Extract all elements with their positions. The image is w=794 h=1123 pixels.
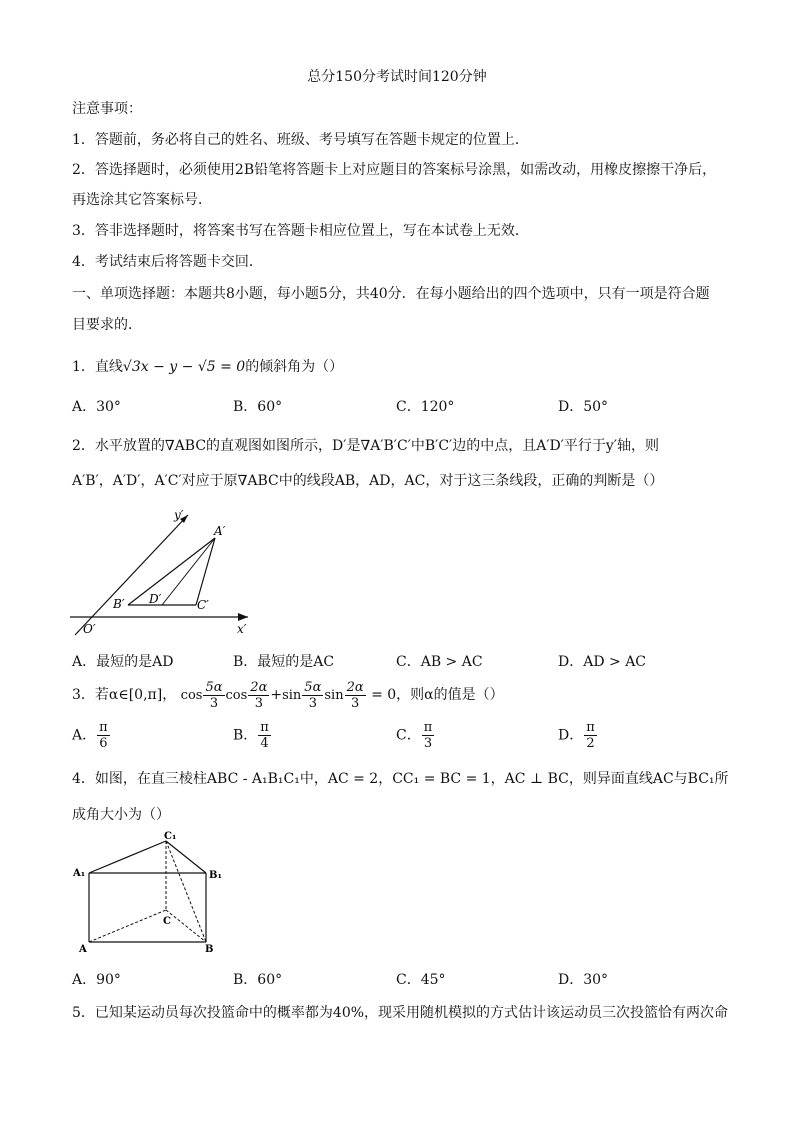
q4-option-c: C．45° (396, 972, 446, 988)
fraction (422, 720, 435, 751)
fraction (97, 720, 110, 751)
option-label: C． (396, 727, 421, 744)
fraction (345, 680, 366, 711)
sin-fn: sin (282, 688, 302, 703)
notice-item: 2．答选择题时，必须使用2B铅笔将答题卡上对应题目的答案标号涂黑，如需改动，用橡皮擦擦干净后， (72, 162, 717, 178)
fraction (258, 720, 271, 751)
fraction-den: 2 (586, 736, 595, 751)
prism-figure (70, 828, 225, 956)
q3-option-c (396, 720, 435, 751)
q2-option-b: B．最短的是AC (233, 654, 335, 670)
fraction-num: π (586, 720, 595, 735)
fraction-num: π (99, 720, 108, 735)
question-5-line1: 5．已知某运动员每次投篮命中的概率都为40%，现采用随机模拟的方式估计该运动员三次投篮恰有两次命 (72, 1005, 729, 1021)
q3-option-d (558, 720, 598, 751)
section-heading-cont: 目要求的． (72, 317, 142, 333)
label-d-prime: D′ (149, 592, 162, 606)
notice-item: 再选涂其它答案标号． (72, 192, 212, 208)
fraction (302, 680, 323, 711)
oblique-projection-figure (70, 505, 260, 640)
q1-option-a: A．30° (72, 399, 121, 415)
label-c1: C₁ (164, 831, 177, 842)
fraction-num: 5α (205, 679, 223, 695)
fraction-num: 2α (250, 679, 268, 695)
question-4-line1: 4．如图，在直三棱柱ABC - A₁B₁C₁中，AC = 2，CC₁ = BC = 1，AC ⊥ BC，则异面直线AC与BC₁所 (72, 771, 729, 787)
label-x-prime: x′ (237, 622, 247, 636)
question-3-prefix: 3．若α∈[0,π]， (72, 687, 177, 703)
cos-fn: cos (180, 688, 203, 703)
label-c: C (163, 916, 171, 927)
notice-item: 1．答题前，务必将自己的姓名、班级、考号填写在答题卡规定的位置上． (72, 132, 529, 148)
diag-c1-b-hidden (166, 841, 206, 942)
sin-fn: sin (324, 688, 344, 703)
segment-ad (162, 538, 215, 605)
q4-option-b: B．60° (233, 972, 283, 988)
x-axis-arrow (238, 613, 248, 621)
question-3 (72, 676, 504, 715)
cos-fn: cos (225, 688, 248, 703)
q3-option-b (233, 720, 272, 751)
edge-a1-c1 (89, 841, 166, 873)
q4-option-d: D．30° (558, 972, 609, 988)
q1-option-d: D．50° (558, 399, 609, 415)
label-a: A (79, 944, 87, 955)
q3-option-a (72, 720, 111, 751)
fraction (203, 680, 224, 711)
q2-option-a: A．最短的是AD (72, 654, 174, 670)
label-y-prime: y′ (174, 508, 184, 522)
fraction-num: 5α (304, 679, 322, 695)
fraction (584, 720, 597, 751)
question-3-suffix: ，则α的值是（） (396, 687, 504, 703)
option-label: B． (233, 727, 258, 744)
notice-item: 4．考试结束后将答题卡交回． (72, 254, 263, 270)
fraction-den: 3 (308, 695, 317, 711)
fraction-den: 3 (209, 695, 219, 711)
label-c-prime: C′ (197, 598, 209, 612)
label-b: B (205, 944, 214, 955)
fraction-num: π (260, 720, 269, 735)
segment-ac (196, 538, 215, 605)
segment-ab (128, 538, 215, 605)
section-heading: 一、单项选择题：本题共8小题，每小题5分，共40分．在每小题给出的四个选项中，只有一项是符合题 (72, 286, 710, 302)
option-label: A． (72, 727, 97, 744)
question-1-suffix: 的倾斜角为（） (245, 359, 344, 375)
fraction-num: π (423, 720, 433, 735)
label-a-prime: A′ (214, 524, 226, 538)
q2-option-d: D．AD > AC (558, 654, 647, 670)
question-2-line2: A′B′，A′D′，A′C′对应于原∇ABC中的线段AB，AD，AC，对于这三条线段，正确的判断是（） (72, 473, 664, 489)
option-label: D． (558, 727, 584, 744)
label-a1: A₁ (73, 868, 86, 879)
fraction-den: 3 (254, 695, 263, 711)
fraction-den: 3 (423, 736, 433, 751)
question-4-line2: 成角大小为（） (72, 807, 170, 823)
question-1-equation: √3x − y − √5 = 0 (122, 359, 246, 375)
notice-item: 3．答非选择题时，将答案书写在答题卡相应位置上，写在本试卷上无效． (72, 223, 529, 239)
q1-option-b: B．60° (233, 399, 283, 415)
q2-option-c: C．AB > AC (396, 654, 483, 670)
notice-heading: 注意事项： (72, 101, 142, 117)
q1-option-c: C．120° (396, 399, 455, 415)
plus-sign: + (270, 687, 283, 703)
fraction-num: 2α (346, 679, 364, 695)
question-1 (72, 358, 343, 376)
label-b-prime: B′ (113, 597, 125, 611)
fraction (248, 680, 269, 711)
page-title: 总分150分考试时间120分钟 (307, 69, 487, 85)
label-o-prime: O′ (83, 622, 96, 636)
fraction-den: 6 (99, 736, 108, 751)
fraction-den: 4 (260, 736, 269, 751)
equals-zero: = 0 (371, 687, 397, 703)
q4-option-a: A．90° (72, 972, 121, 988)
question-2-line1: 2．水平放置的∇ABC的直观图如图所示，D′是∇A′B′C′中B′C′边的中点，且A′D′平行于y′轴，则 (72, 438, 660, 454)
question-1-prefix: 1．直线 (72, 359, 123, 375)
edge-a-c-hidden (89, 910, 166, 942)
label-b1: B₁ (209, 870, 222, 881)
fraction-den: 3 (350, 695, 360, 711)
